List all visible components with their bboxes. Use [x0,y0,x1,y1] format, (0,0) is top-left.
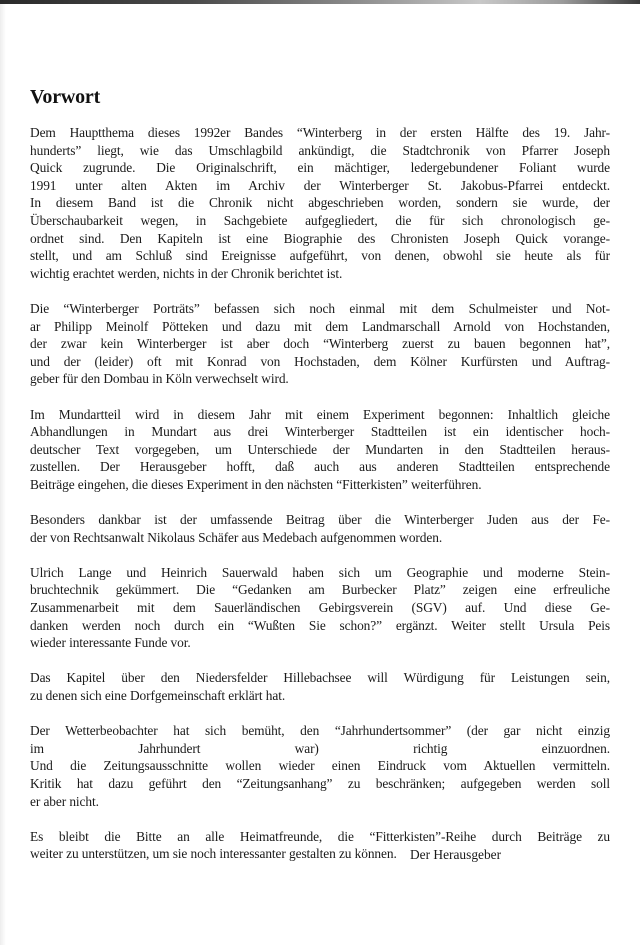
text-line: hunderts” liegt, wie das Umschlagbild ankündigt, die Stadtchronik von Pfarrer Joseph [30,142,610,158]
text-line: stellt, und am Schluß sind Ereignisse aufgeführt, von denen, obwohl sie heute als für [30,248,610,264]
text-line: Abhandlungen in Mundart aus drei Winterberger Stadtteilen ist ein identischer hoch- [30,424,610,440]
paragraph [30,511,610,546]
text-line: Es bleibt die Bitte an alle Heimatfreunde, die “Fitterkisten”-Reihe durch Beiträge zu [30,828,610,844]
text-line: und der (leider) oft mit Konrad von Hochstaden, dem Kölner Kurfürsten und Auftrag- [30,353,610,369]
text-line: weiter zu unterstützen, um sie noch interessanter gestalten zu können. [30,846,397,862]
paragraph [30,300,610,388]
text-line: bruchtechnik gekümmert. Die “Gedanken am Burbecker Platz” zeigen eine erfreuliche [30,582,610,598]
text-line: ordnet sind. Den Kapiteln ist eine Biographie des Chronisten Joseph Quick vorange- [30,230,610,246]
paragraph [30,564,610,652]
text-line: Beiträge eingehen, die dieses Experiment in den nächsten “Fitterkisten” weiterführen. [30,476,482,492]
paragraph [30,828,610,863]
text-line: wichtig erachtet werden, nichts in der Chronik berichtet ist. [30,265,343,281]
text-line: er aber nicht. [30,793,99,809]
text-line: deutscher Text vorgegeben, um Unterschiede der Mundarten in den Stadtteilen heraus- [30,441,610,457]
text-line: Und die Zeitungsausschnitte wollen wieder einen Eindruck vom Aktuellen vermitteln. [30,758,610,774]
text-line: Im Mundartteil wird in diesem Jahr mit einem Experiment begonnen: Inhaltlich gleiche [30,406,610,422]
text-line: Ulrich Lange und Heinrich Sauerwald haben sich um Geographie und moderne Stein- [30,564,610,580]
signature: Der Herausgeber [410,847,502,862]
text-line: Die “Winterberger Porträts” befassen sich noch einmal mit dem Schulmeister und Not- [30,300,610,316]
page-title: Vorwort [30,86,101,108]
text-line: Zusammenarbeit mit dem Sauerländischen Gebirgsverein (SGV) auf. Und diese Ge- [30,600,610,616]
text-line: Der Wetterbeobachter hat sich bemüht, den “Jahrhundertsommer” (der gar nicht einzig [30,723,610,739]
paragraph [30,406,610,494]
text-line: Das Kapitel über den Niedersfelder Hillebachsee will Würdigung für Leistungen sein, [30,670,610,686]
document-page [30,86,610,881]
text-line: im Jahrhundert war) richtig einzuordnen. [30,740,610,756]
text-line: In diesem Band ist die Chronik nicht abgeschrieben worden, sondern sie wurde, der [30,195,610,211]
paragraph [30,669,610,704]
text-line: Besonders dankbar ist der umfassende Beitrag über die Winterberger Juden aus der Fe- [30,512,610,528]
text-line: Quick zugrunde. Die Originalschrift, ein mächtiger, ledergebundener Foliant wurde [30,160,610,176]
text-line: zu denen sich eine Dorfgemeinschaft erklärt hat. [30,688,286,703]
paragraph [30,722,610,810]
text-line: ar Philipp Meinolf Pötteken und dazu mit dem Landmarschall Arnold von Hochstanden, [30,318,610,334]
text-line: der zwar kein Winterberger ist aber doch “Winterberg zuerst zu bauen begonnen hat”, [30,336,610,352]
paragraph [30,124,610,282]
text-line: 1991 unter alten Akten im Archiv der Winterberger St. Jakobus-Pfarrei entdeckt. [30,177,610,193]
body-text [30,124,610,863]
text-line: geber für den Dombau in Köln verwechselt wird. [30,371,289,387]
text-line: danken werden noch durch ein “Wußten Sie schon?” ergänzt. Weiter stellt Ursula Peis [30,617,610,633]
scan-left-shade [0,4,6,945]
text-line: wieder interessante Funde vor. [30,635,191,651]
text-line: Überschaubarkeit wegen, in Sachgebiete aufgegliedert, die für sich chronologisch ge- [30,212,610,228]
text-line: der von Rechtsanwalt Nikolaus Schäfer aus Medebach aufgenommen worden. [30,529,443,545]
text-line: zustellen. Der Herausgeber hofft, daß auch aus anderen Stadtteilen entsprechende [30,459,610,475]
scan-edge-shadow [0,0,640,4]
text-line: Dem Hauptthema dieses 1992er Bandes “Winterberg in der ersten Hälfte des 19. Jahr- [30,125,610,140]
text-line: Kritik hat dazu geführt den “Zeitungsanhang” zu beschränken; aufgegeben werden soll [30,775,610,791]
